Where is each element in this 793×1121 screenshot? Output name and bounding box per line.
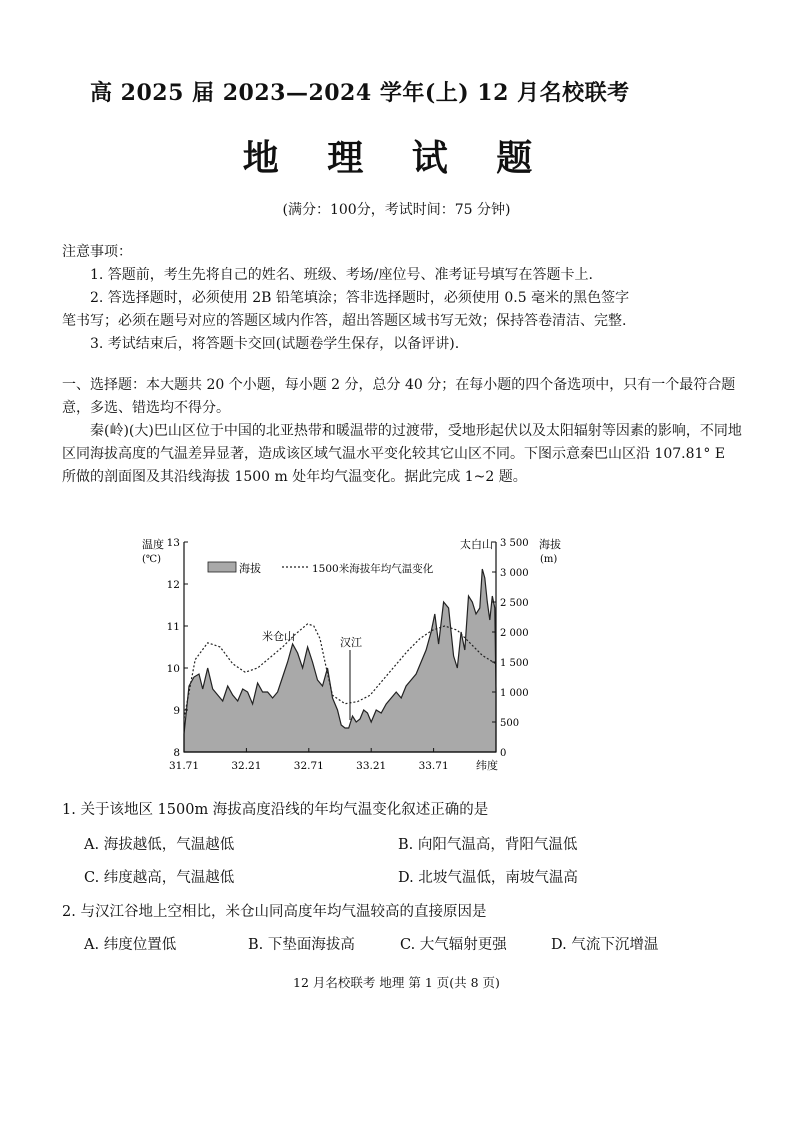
right-tick-label-4: 1 500 <box>500 658 529 669</box>
note-item-2: 2. 答选择题时，必须使用 2B 铅笔填涂；答非选择题时，必须使用 0.5 毫米的黑色签字 <box>90 290 630 306</box>
x-tick-label-4: 33.71 <box>418 760 449 772</box>
left-axis-label: 温度 <box>142 538 164 551</box>
right-tick-label-1: 3 000 <box>500 568 529 579</box>
question-1-stem: 1. 关于该地区 1500m 海拔高度沿线的年均气温变化叙述正确的是 <box>62 802 489 818</box>
question-2-option-b[interactable]: B. 下垫面海拔高 <box>248 937 355 953</box>
question-1-option-c[interactable]: C. 纬度越高，气温越低 <box>84 870 235 886</box>
right-axis-unit: (m) <box>540 554 558 565</box>
section-instructions: 一、选择题：本大题共 20 个小题，每小题 2 分，总分 40 分；在每小题的四个备选项中，只有一个最符合题意，多选、错选均不得分。 <box>62 377 736 416</box>
right-tick-label-2: 2 500 <box>500 598 529 609</box>
left-tick-label-0: 13 <box>166 537 180 549</box>
exam-header: 高 2025 届 2023—2024 学年(上) 12 月名校联考 <box>90 80 630 106</box>
question-2-stem: 2. 与汉江谷地上空相比，米仓山同高度年均气温较高的直接原因是 <box>62 904 487 920</box>
x-tick-label-0: 31.71 <box>168 760 200 772</box>
legend-temperature-label: 1500米海拔年均气温变化 <box>312 563 434 575</box>
x-tick-label-3: 33.21 <box>356 760 387 772</box>
question-1-option-b[interactable]: B. 向阳气温高，背阳气温低 <box>398 837 578 853</box>
note-item-3: 3. 考试结束后，将答题卡交回(试题卷学生保存，以备评讲). <box>90 336 460 352</box>
x-tick-label-1: 32.21 <box>231 760 262 772</box>
right-tick-label-6: 500 <box>500 718 520 729</box>
right-tick-label-0: 3 500 <box>500 538 529 549</box>
x-axis-label: 纬度 <box>476 759 498 772</box>
left-tick-label-3: 10 <box>166 663 180 675</box>
left-tick-label-1: 12 <box>166 579 180 591</box>
question-2-option-a[interactable]: A. 纬度位置低 <box>84 937 177 953</box>
right-axis-ticks <box>492 538 529 759</box>
question-passage: 秦(岭)(大)巴山区位于中国的北亚热带和暖温带的过渡带，受地形起伏以及太阳辐射等因素的影响，不同地区同海拔高度的气温差异显著，造成该区域气温水平变化较其它山区不同。下图示意秦巴山区沿 107.81° E 所做的剖面图及其沿线海拔 1500 m 处年均气温变化。据此完成 1~2 题。 <box>62 423 742 485</box>
left-tick-label-5: 8 <box>173 747 180 759</box>
right-tick-label-3: 2 000 <box>500 628 529 639</box>
question-2-option-c[interactable]: C. 大气辐射更强 <box>400 937 507 953</box>
question-1-option-a[interactable]: A. 海拔越低，气温越低 <box>84 837 235 853</box>
question-1-option-d[interactable]: D. 北坡气温低，南坡气温高 <box>398 870 578 886</box>
x-tick-label-2: 32.71 <box>293 760 324 772</box>
left-tick-label-2: 11 <box>166 621 180 633</box>
annotation-hanjiang: 汉江 <box>340 636 362 649</box>
question-2-option-d[interactable]: D. 气流下沉增温 <box>551 937 659 953</box>
note-item-1: 1. 答题前，考生先将自己的姓名、班级、考场/座位号、准考证号填写在答题卡上. <box>90 267 593 283</box>
exam-subtitle: (满分：100分，考试时间：75 分钟) <box>282 202 511 218</box>
page-footer: 12 月名校联考 地理 第 1 页(共 8 页) <box>293 975 500 990</box>
page-title: 地 理 试 题 <box>242 137 551 179</box>
left-axis-unit: (℃) <box>142 554 161 565</box>
legend-elevation-label: 海拔 <box>239 562 261 575</box>
legend-elevation-swatch <box>208 562 236 572</box>
profile-chart <box>134 530 561 780</box>
chart-area <box>142 537 561 772</box>
annotation-micang: 米仓山 <box>262 630 295 643</box>
right-axis-label: 海拔 <box>539 538 561 551</box>
elevation-area <box>184 569 496 752</box>
right-tick-label-5: 1 000 <box>500 688 529 699</box>
annotation-taibai: 太白山 <box>460 538 493 551</box>
right-tick-label-7: 0 <box>500 748 507 759</box>
left-tick-label-4: 9 <box>173 705 180 717</box>
note-item-2-continued: 笔书写；必须在题号对应的答题区域内作答，超出答题区域书写无效；保持答卷清洁、完整. <box>62 313 627 329</box>
notes-heading: 注意事项： <box>62 244 132 260</box>
